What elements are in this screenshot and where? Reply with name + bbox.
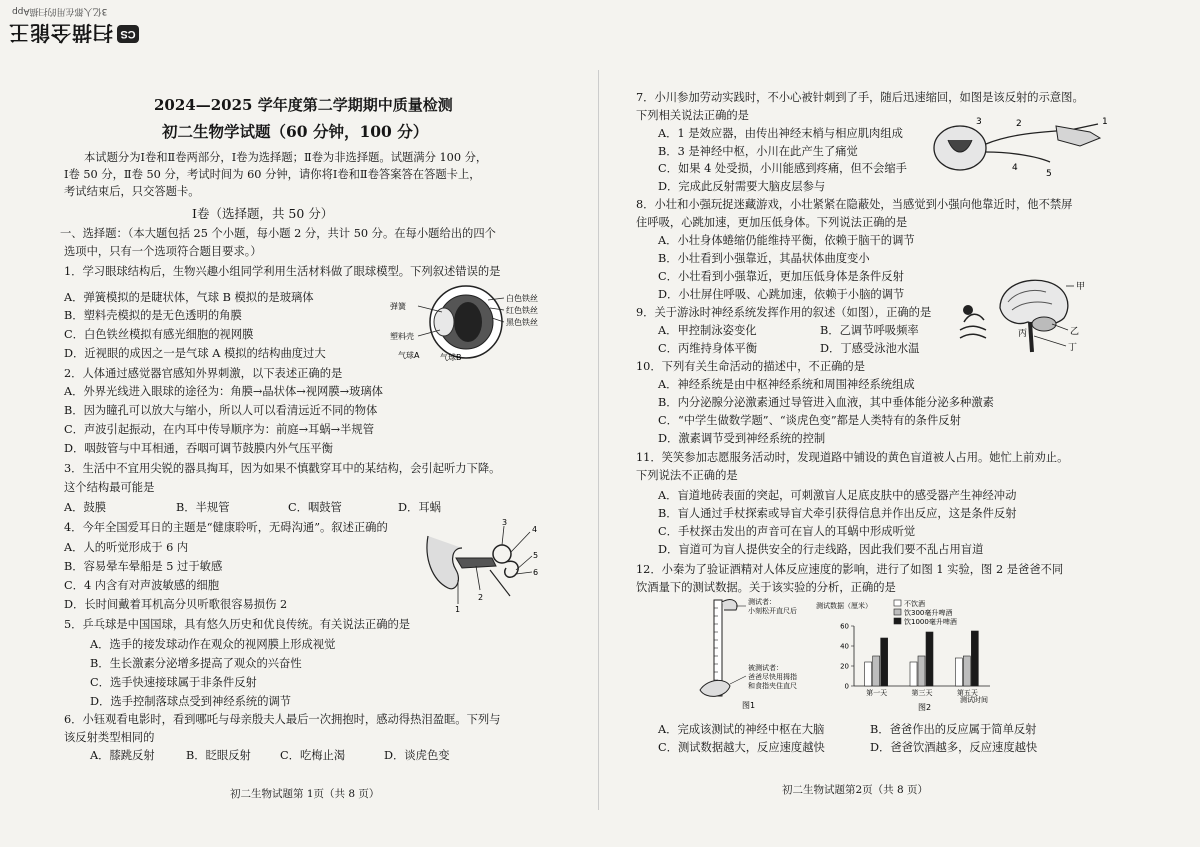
question-stem: 下列说法不正确的是	[636, 469, 738, 482]
page-divider	[598, 70, 599, 810]
option: A．外界光线进入眼球的途径为：角膜→晶状体→视网膜→玻璃体	[64, 385, 383, 398]
category-label: 第一天	[866, 689, 888, 697]
option: B．3 是神经中枢，小川在此产生了痛觉	[658, 145, 858, 158]
ruler-test-figure	[690, 594, 808, 712]
reflex-number: 3	[976, 117, 982, 127]
ear-number: 2	[478, 593, 484, 602]
option: C．声波引起振动，在内耳中传导顺序为：前庭→耳蜗→半规管	[64, 423, 374, 436]
option: B．乙调节呼吸频率	[820, 324, 919, 337]
option: D．咽鼓管与中耳相通，吞咽可调节鼓膜内外气压平衡	[64, 442, 333, 455]
category-label: 第五天	[956, 689, 978, 697]
option: B．塑料壳模拟的是无色透明的角膜	[64, 309, 242, 322]
bar	[918, 656, 925, 686]
option: D．盲道可为盲人提供安全的行走线路，因此我们要不乱占用盲道	[658, 543, 984, 556]
option: A．盲道地砖表面的突起，可刺激盲人足底皮肤中的感受器产生神经冲动	[658, 489, 1017, 502]
page-1	[50, 0, 539, 847]
ear-number: 5	[533, 551, 539, 560]
logo-name: 扫描全能王	[8, 21, 113, 45]
intro-line: 本试题分为Ⅰ卷和Ⅱ卷两部分，Ⅰ卷为选择题；Ⅱ卷为非选择题。试题满分 100 分，	[84, 151, 488, 164]
option: C．如果 4 处受损，小川能感到疼痛，但不会缩手	[658, 162, 907, 175]
option: A．1 是效应器，由传出神经末梢与相应肌肉组成	[658, 127, 903, 140]
question-stem: 9．关于游泳时神经系统发挥作用的叙述（如图），正确的是	[636, 306, 932, 319]
reflex-number: 5	[1046, 169, 1052, 178]
question-stem: 6．小钰观看电影时，看到哪吒与母亲殷夫人最后一次拥抱时，感动得热泪盈眶。下列与	[64, 713, 501, 726]
fig1-label: 爸爸尽快用拇指	[748, 673, 797, 681]
fig1-label: 测试者：	[748, 598, 776, 606]
question-stem: 11．笑笑参加志愿服务活动时，发现道路中铺设的黄色盲道被人占用。她忙上前劝止。	[636, 451, 1069, 464]
y-tick-label: 60	[840, 622, 849, 631]
option: A．弹簧模拟的是睫状体，气球 B 模拟的是玻璃体	[64, 291, 314, 304]
ear-number: 3	[502, 518, 508, 527]
question-stem: 饮酒量下的测试数据。关于该实验的分析，正确的是	[636, 581, 896, 594]
option: A．完成该测试的神经中枢在大脑	[658, 723, 825, 736]
question-stem: 5．乒乓球是中国国球，具有悠久历史和优良传统。有关说法正确的是	[64, 618, 411, 631]
question-stem: 2．人体通过感觉器官感知外界刺激，以下表述正确的是	[64, 367, 343, 380]
option: C．丙维持身体平衡	[658, 342, 758, 355]
brain-label: 甲	[1076, 282, 1086, 292]
option: C．白色铁丝模拟有感光细胞的视网膜	[64, 328, 254, 341]
option: A．甲控制泳姿变化	[658, 324, 757, 337]
ear-number: 1	[455, 605, 461, 612]
option: B．小壮看到小强靠近，其晶状体曲度变小	[658, 252, 870, 265]
part-instruction: 一、选择题：（本大题包括 25 个小题，每小题 2 分，共计 50 分。在每小题给出的四个	[60, 227, 496, 240]
option: A．小壮身体蜷缩仍能维持平衡，依赖于脑干的调节	[658, 234, 915, 247]
bar	[910, 662, 917, 686]
option: B．容易晕车晕船是 5 过于敏感	[64, 560, 223, 573]
option: A．人的听觉形成于 6 内	[64, 541, 189, 554]
option: C．吃梅止渴	[280, 749, 346, 762]
legend-label: 不饮酒	[904, 600, 925, 608]
question-stem: 7．小川参加劳动实践时，不小心被针刺到了手，随后迅速缩回，如图是该反射的示意图。	[636, 91, 1084, 104]
ear-figure	[422, 518, 542, 612]
option: C．咽鼓管	[288, 501, 342, 514]
question-stem: 12．小秦为了验证酒精对人体反应速度的影响，进行了如图 1 实验，图 2 是爸爸不同	[636, 563, 1064, 576]
eye-label: 弹簧	[390, 302, 406, 311]
option: D．近视眼的成因之一是气球 A 模拟的结构曲度过大	[64, 347, 326, 360]
option: D．丁感受泳池水温	[820, 342, 920, 355]
reflex-number: 4	[1012, 163, 1018, 173]
bar	[963, 656, 970, 686]
question-stem: 10．下列有关生命活动的描述中，不正确的是	[636, 360, 866, 373]
option: C．“中学生做数学题”、“谈虎色变”都是人类特有的条件反射	[658, 414, 961, 427]
fig1-caption: 图1	[742, 701, 756, 710]
ear-number: 4	[532, 525, 538, 534]
legend-swatch	[894, 618, 901, 624]
fig1-label: 小刻松开直尺后	[748, 607, 797, 615]
fig1-label: 被测试者：	[748, 664, 783, 672]
option: A．神经系统是由中枢神经系统和周围神经系统组成	[658, 378, 915, 391]
option: C．4 内含有对声波敏感的细胞	[64, 579, 219, 592]
ear-number: 6	[533, 568, 539, 577]
fig1-label: 和食指夹住直尺	[748, 682, 797, 690]
reflex-number: 1	[1102, 117, 1108, 127]
legend-label: 饮1000毫升啤酒	[904, 618, 957, 626]
brain-label: 丙	[1018, 329, 1028, 339]
option: A．膝跳反射	[90, 749, 155, 762]
logo-subtitle: 3亿人都在用的扫描App	[12, 6, 108, 16]
question-stem: 这个结构最可能是	[64, 481, 155, 494]
page-footer: 初二生物试题第2页（共 8 页）	[782, 784, 929, 796]
legend-swatch	[894, 600, 901, 606]
option: D．小壮屏住呼吸、心跳加速，依赖于小脑的调节	[658, 288, 905, 301]
option: C．手杖探击发出的声音可在盲人的耳蜗中形成听觉	[658, 525, 916, 538]
option: D．激素调节受到神经系统的控制	[658, 432, 826, 445]
bar	[971, 631, 978, 686]
option: B．生长激素分泌增多提高了观众的兴奋性	[90, 657, 302, 670]
option: B．爸爸作出的反应属于简单反射	[870, 723, 1037, 736]
question-stem: 住呼吸，心跳加速，更加压低身体。下列说法正确的是	[636, 216, 908, 229]
exam-subtitle: 初二生物学试题（60 分钟，100 分）	[162, 122, 429, 141]
reflex-arc-figure	[930, 112, 1110, 178]
question-stem: 该反射类型相同的	[64, 731, 155, 744]
section-heading: Ⅰ卷（选择题，共 50 分）	[192, 206, 334, 221]
bar	[955, 658, 962, 686]
option: B．内分泌腺分泌激素通过导管进入血液，其中垂体能分泌多种激素	[658, 396, 994, 409]
cs-badge: CS	[117, 26, 139, 44]
part-instruction: 选项中，只有一个选项符合题目要求。）	[64, 245, 262, 258]
chart-ylabel: 测试数据（厘米）	[816, 602, 872, 610]
page-footer: 初二生物试题第 1页（共 8 页）	[230, 788, 380, 800]
bar	[865, 662, 872, 686]
y-tick-label: 20	[840, 662, 849, 671]
option: C．选手快速接球属于非条件反射	[90, 676, 257, 689]
option: D．耳蜗	[398, 501, 441, 514]
question-stem: 下列相关说法正确的是	[636, 109, 749, 122]
eye-label: 塑料壳	[390, 332, 414, 341]
option: C．小壮看到小强靠近，更加压低身体是条件反射	[658, 270, 904, 283]
question-stem: 4．今年全国爱耳日的主题是“健康聆听，无碍沟通”。叙述正确的	[64, 521, 388, 534]
eye-label: 气球B	[440, 353, 462, 362]
category-label: 第三天	[911, 689, 933, 697]
option: A．鼓膜	[64, 501, 107, 514]
brain-label: 丁	[1068, 343, 1078, 353]
exam-title: 2024—2025 学年度第二学期期中质量检测	[154, 96, 453, 114]
bar	[881, 638, 888, 686]
intro-line: Ⅰ卷 50 分，Ⅱ卷 50 分，考试时间为 60 分钟，请你将Ⅰ卷和Ⅱ卷答案答在答题卡上，	[64, 168, 481, 181]
eye-label: 气球A	[398, 351, 420, 360]
eye-label: 红色铁丝	[506, 306, 538, 315]
option: B．盲人通过手杖探索或导盲犬牵引获得信息并作出反应，这是条件反射	[658, 507, 1017, 520]
reflex-number: 2	[1016, 119, 1022, 129]
option: D．长时间戴着耳机高分贝听歌很容易损伤 2	[64, 598, 288, 611]
option: D．完成此反射需要大脑皮层参与	[658, 180, 826, 193]
brain-label: 乙	[1070, 327, 1080, 337]
page-2	[630, 0, 1108, 847]
option: B．因为瞳孔可以放大与缩小，所以人可以看清远近不同的物体	[64, 404, 378, 417]
option: B．眨眼反射	[186, 749, 251, 762]
option: C．测试数据越大，反应速度越快	[658, 741, 825, 754]
option: D．谈虎色变	[384, 749, 450, 762]
bar	[873, 656, 880, 686]
question-stem: 1．学习眼球结构后，生物兴趣小组同学利用生活材料做了眼球模型。下列叙述错误的是	[64, 265, 501, 278]
option: A．选手的接发球动作在观众的视网膜上形成视觉	[90, 638, 336, 651]
question-stem: 3．生活中不宜用尖锐的器具掏耳，因为如果不慎戳穿耳中的某结构，会引起听力下降。	[64, 462, 501, 475]
eye-model-figure	[388, 282, 548, 362]
option: D．爸爸饮酒越多，反应速度越快	[870, 741, 1038, 754]
intro-line: 考试结束后，只交答题卡。	[64, 185, 200, 198]
eye-label: 白色铁丝	[506, 294, 538, 303]
brain-swimmer-figure	[956, 272, 1086, 360]
eye-label: 黑色铁丝	[506, 318, 538, 327]
option: B．半规管	[176, 501, 230, 514]
y-tick-label: 0	[844, 682, 849, 691]
bar	[926, 632, 933, 686]
option: D．选手控制落球点受到神经系统的调节	[90, 695, 292, 708]
chart-caption: 图2	[918, 703, 932, 712]
legend-swatch	[894, 609, 901, 615]
y-tick-label: 40	[840, 642, 849, 651]
question-stem: 8．小壮和小强玩捉迷藏游戏，小壮紧紧在隐蔽处，当感觉到小强向他靠近时，他不禁屏	[636, 198, 1073, 211]
legend-label: 饮300毫升啤酒	[904, 609, 953, 617]
chart-xlabel: 测试时间	[960, 696, 988, 704]
reaction-chart	[814, 596, 1014, 712]
